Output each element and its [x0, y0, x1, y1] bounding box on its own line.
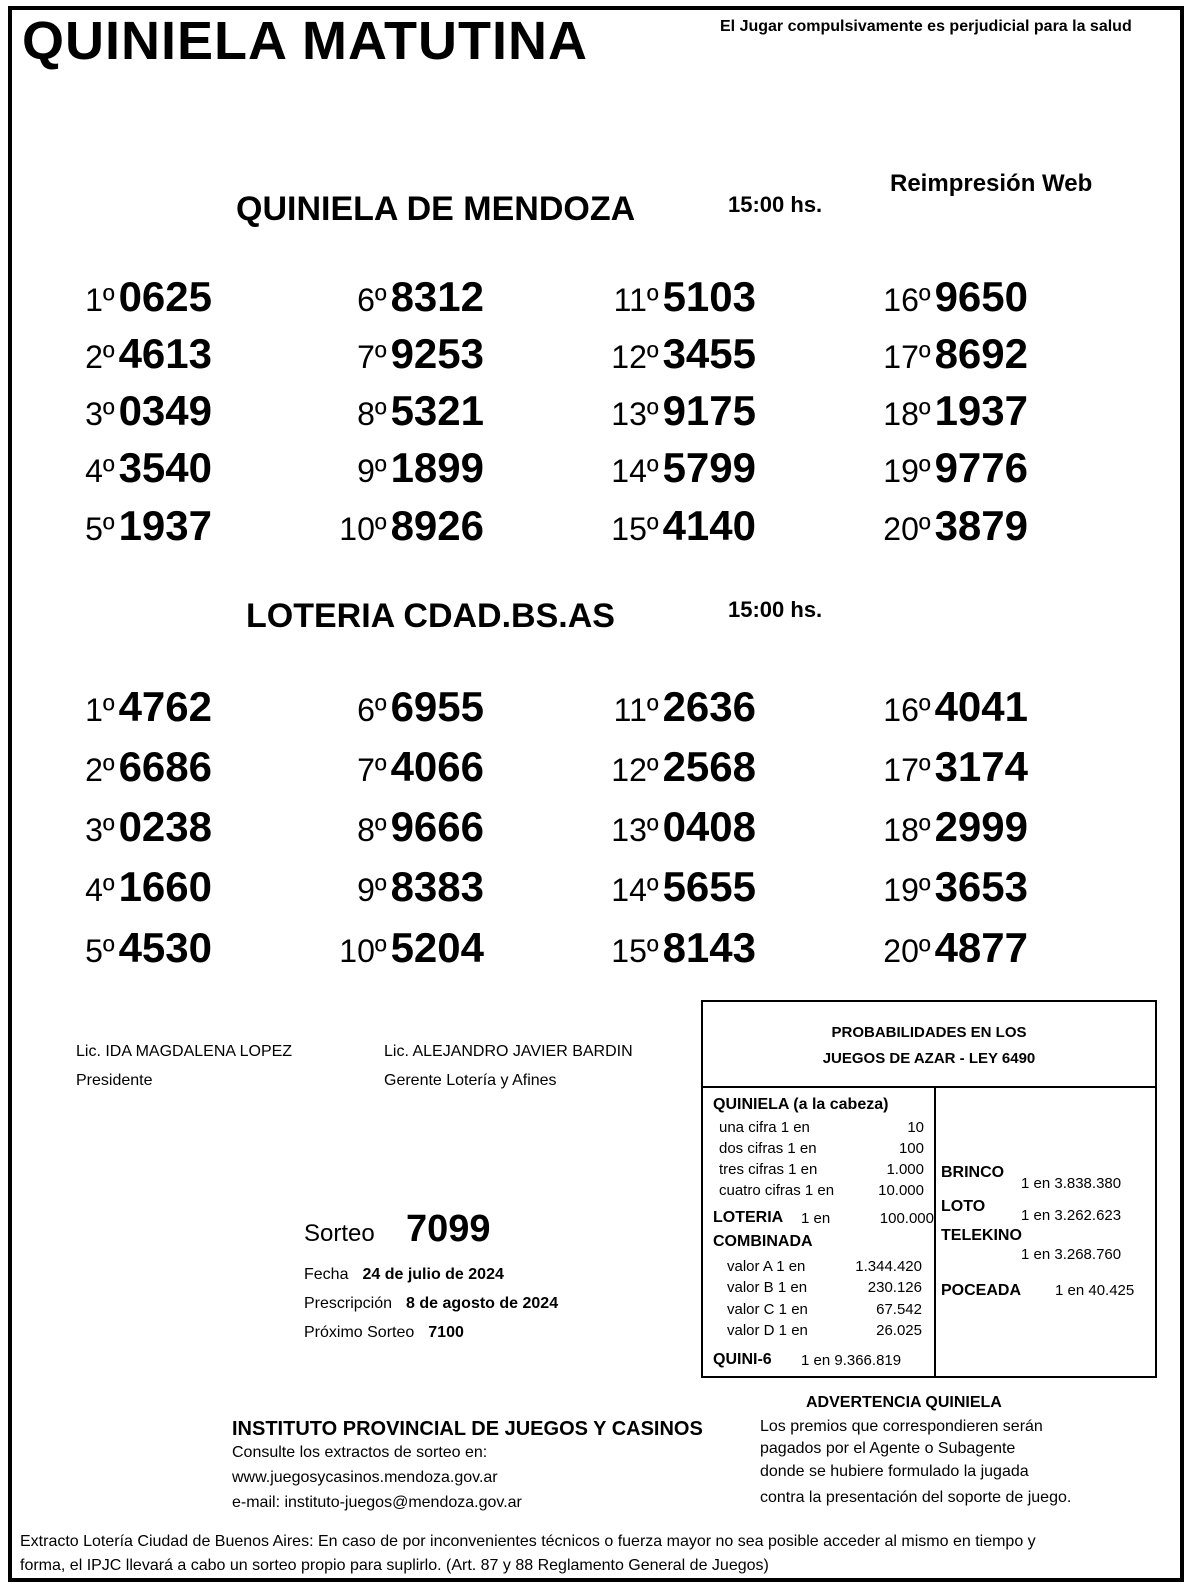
result-number: 4140: [662, 502, 756, 549]
result-number: 4530: [118, 924, 212, 971]
result-entry: [883, 330, 1028, 378]
advertencia-line: donde se hubiere formulado la jugada: [760, 1463, 1029, 1480]
result-entry: [611, 863, 756, 911]
result-entry: [85, 924, 212, 972]
result-entry: [357, 273, 484, 321]
result-entry: [339, 924, 484, 972]
result-number: 9776: [934, 444, 1028, 491]
quiniela-odds-label: dos cifras 1 en: [719, 1140, 817, 1157]
result-position: 5º: [85, 933, 115, 969]
result-entry: [611, 743, 756, 791]
result-number: 0349: [118, 387, 212, 434]
quiniela-odds-value: 10.000: [878, 1182, 924, 1199]
result-entry: [611, 330, 756, 378]
result-number: 8383: [390, 863, 484, 910]
quiniela-odds-label: tres cifras 1 en: [719, 1161, 818, 1178]
probabilities-box: [701, 1000, 1157, 1378]
result-number: 9666: [390, 803, 484, 850]
result-entry: [883, 803, 1028, 851]
result-entry: [85, 330, 212, 378]
proximo-label: Próximo Sorteo: [304, 1324, 415, 1341]
result-entry: [85, 502, 212, 550]
loto-odds-label: LOTO: [941, 1198, 986, 1215]
combinada-odds-label: valor C 1 en: [727, 1301, 808, 1318]
institute-website: www.juegosycasinos.mendoza.gov.ar: [232, 1469, 498, 1486]
result-position: 2º: [85, 339, 115, 375]
quiniela-odds-title: QUINIELA (a la cabeza): [713, 1096, 889, 1113]
advertencia-title: ADVERTENCIA QUINIELA: [806, 1394, 1002, 1411]
result-position: 3º: [85, 812, 115, 848]
result-number: 8692: [934, 330, 1028, 377]
result-number: 5103: [662, 273, 756, 320]
combinada-odds-label: valor B 1 en: [727, 1279, 808, 1296]
prescripcion-value: 8 de agosto de 2024: [406, 1295, 559, 1312]
result-position: 10º: [339, 511, 387, 547]
result-entry: [339, 502, 484, 550]
footnote-line2: forma, el IPJC llevará a cabo un sorteo propio para suplirlo. (Art. 87 y 88 Reglamento General de Juegos): [20, 1557, 769, 1574]
result-entry: [357, 743, 484, 791]
result-position: 7º: [357, 752, 387, 788]
result-entry: [85, 803, 212, 851]
result-number: 1937: [118, 502, 212, 549]
loteria-odds-label: LOTERIA: [713, 1209, 784, 1226]
probabilities-header: [703, 1002, 1155, 1088]
institute-line: Consulte los extractos de sorteo en:: [232, 1444, 488, 1461]
loto-odds-value: 1 en 3.262.623: [1021, 1207, 1122, 1224]
combinada-odds-title: COMBINADA: [713, 1233, 813, 1250]
poceada-odds-label: POCEADA: [941, 1282, 1022, 1299]
result-position: 10º: [339, 933, 387, 969]
sorteo-number: 7099: [406, 1208, 491, 1250]
sorteo-label: Sorteo: [304, 1220, 375, 1247]
result-entry: [611, 387, 756, 435]
result-number: 0238: [118, 803, 212, 850]
combinada-odds-value: 67.542: [876, 1301, 922, 1318]
result-position: 17º: [883, 752, 931, 788]
result-number: 5204: [390, 924, 484, 971]
fecha-label: Fecha: [304, 1266, 349, 1283]
result-entry: [611, 502, 756, 550]
result-entry: [614, 273, 756, 321]
result-number: 6955: [390, 683, 484, 730]
result-position: 20º: [883, 511, 931, 547]
result-number: 0625: [118, 273, 212, 320]
result-position: 15º: [611, 933, 659, 969]
result-position: 17º: [883, 339, 931, 375]
result-number: 2568: [662, 743, 756, 790]
signature-right-name: Lic. ALEJANDRO JAVIER BARDIN: [384, 1043, 633, 1060]
result-number: 6686: [118, 743, 212, 790]
quiniela-odds-value: 100: [898, 1140, 924, 1157]
result-number: 4041: [934, 683, 1028, 730]
probabilities-title-line2: JUEGOS DE AZAR - LEY 6490: [822, 1050, 1036, 1067]
quiniela-odds-value: 1.000: [886, 1161, 924, 1178]
section-title-mendoza: QUINIELA DE MENDOZA: [236, 190, 636, 228]
result-position: 8º: [357, 396, 387, 432]
result-position: 7º: [357, 339, 387, 375]
section-title-buenosaires: LOTERIA CDAD.BS.AS: [246, 597, 615, 635]
result-entry: [883, 683, 1028, 731]
result-position: 2º: [85, 752, 115, 788]
result-entry: [614, 683, 756, 731]
result-position: 19º: [883, 872, 931, 908]
result-entry: [611, 444, 756, 492]
result-number: 9650: [934, 273, 1028, 320]
proximo-row: [304, 1324, 464, 1342]
result-number: 8926: [390, 502, 484, 549]
probabilities-left-column: [703, 1088, 936, 1376]
result-position: 16º: [883, 692, 931, 728]
result-number: 4762: [118, 683, 212, 730]
quini6-odds-label: QUINI-6: [713, 1351, 772, 1368]
result-entry: [85, 387, 212, 435]
result-entry: [883, 924, 1028, 972]
result-entry: [85, 444, 212, 492]
result-number: 1937: [934, 387, 1028, 434]
result-number: 2636: [662, 683, 756, 730]
result-position: 19º: [883, 453, 931, 489]
result-entry: [883, 273, 1028, 321]
fecha-row: [304, 1266, 504, 1284]
result-position: 3º: [85, 396, 115, 432]
result-position: 13º: [611, 812, 659, 848]
brinco-odds-label: BRINCO: [941, 1164, 1005, 1181]
advertencia-line: contra la presentación del soporte de juego.: [760, 1489, 1072, 1506]
result-number: 4066: [390, 743, 484, 790]
result-entry: [883, 387, 1028, 435]
result-entry: [357, 863, 484, 911]
result-entry: [357, 444, 484, 492]
result-entry: [883, 444, 1028, 492]
result-number: 1899: [390, 444, 484, 491]
combinada-odds-label: valor A 1 en: [727, 1258, 806, 1275]
result-position: 12º: [611, 752, 659, 788]
loteria-odds-text: 1 en: [801, 1210, 831, 1227]
result-position: 4º: [85, 872, 115, 908]
section-time-buenosaires: 15:00 hs.: [728, 597, 823, 622]
result-number: 3540: [118, 444, 212, 491]
result-position: 18º: [883, 396, 931, 432]
footnote-line1: Extracto Lotería Ciudad de Buenos Aires: En caso de por inconvenientes técnicos o fuerza mayor no sea posible acceder al mismo en tiempo y: [20, 1533, 1036, 1550]
result-entry: [357, 387, 484, 435]
result-entry: [85, 683, 212, 731]
fecha-value: 24 de julio de 2024: [362, 1266, 504, 1283]
result-position: 6º: [357, 692, 387, 728]
result-entry: [883, 863, 1028, 911]
result-number: 3174: [934, 743, 1028, 790]
advertencia-line: pagados por el Agente o Subagente: [760, 1440, 1016, 1457]
institute-title: INSTITUTO PROVINCIAL DE JUEGOS Y CASINOS: [232, 1418, 703, 1440]
result-position: 13º: [611, 396, 659, 432]
signature-left-name: Lic. IDA MAGDALENA LOPEZ: [76, 1043, 293, 1060]
result-entry: [357, 683, 484, 731]
result-number: 8143: [662, 924, 756, 971]
quiniela-odds-value: 10: [907, 1119, 924, 1136]
result-position: 15º: [611, 511, 659, 547]
combinada-odds-label: valor D 1 en: [727, 1322, 808, 1339]
signature-left-role: Presidente: [76, 1072, 153, 1089]
combinada-odds-value: 1.344.420: [855, 1258, 922, 1275]
health-warning: El Jugar compulsivamente es perjudicial para la salud: [720, 18, 1132, 35]
brinco-odds-value: 1 en 3.838.380: [1021, 1175, 1122, 1192]
result-position: 11º: [613, 692, 659, 728]
loteria-odds-value: 100.000: [879, 1210, 934, 1227]
result-entry: [611, 803, 756, 851]
result-position: 9º: [357, 872, 387, 908]
result-number: 3879: [934, 502, 1028, 549]
result-position: 4º: [85, 453, 115, 489]
reprint-label: Reimpresión Web: [890, 170, 1093, 197]
result-position: 11º: [613, 282, 659, 318]
quini6-odds-value: 1 en 9.366.819: [801, 1352, 902, 1369]
prescripcion-label: Prescripción: [304, 1295, 393, 1312]
result-entry: [85, 273, 212, 321]
result-position: 5º: [85, 511, 115, 547]
result-entry: [611, 924, 756, 972]
page-title: QUINIELA MATUTINA: [22, 11, 588, 71]
probabilities-title-line1: PROBABILIDADES EN LOS: [831, 1024, 1027, 1041]
quiniela-odds-label: cuatro cifras 1 en: [719, 1182, 835, 1199]
result-position: 8º: [357, 812, 387, 848]
poceada-odds-value: 1 en 40.425: [1055, 1282, 1135, 1299]
signature-right-role: Gerente Lotería y Afines: [384, 1072, 557, 1089]
result-number: 5321: [390, 387, 484, 434]
result-entry: [883, 743, 1028, 791]
result-position: 14º: [611, 872, 659, 908]
result-number: 3653: [934, 863, 1028, 910]
result-position: 18º: [883, 812, 931, 848]
advertencia-line: Los premios que correspondieren serán: [760, 1418, 1043, 1435]
result-entry: [357, 803, 484, 851]
result-number: 8312: [390, 273, 484, 320]
result-position: 14º: [611, 453, 659, 489]
result-number: 5655: [662, 863, 756, 910]
result-position: 1º: [85, 282, 115, 318]
institute-email: e-mail: instituto-juegos@mendoza.gov.ar: [232, 1494, 522, 1511]
result-position: 6º: [357, 282, 387, 318]
combinada-odds-value: 230.126: [867, 1279, 922, 1296]
result-number: 0408: [662, 803, 756, 850]
combinada-odds-value: 26.025: [876, 1322, 922, 1339]
result-position: 16º: [883, 282, 931, 318]
result-number: 1660: [118, 863, 212, 910]
result-number: 5799: [662, 444, 756, 491]
result-entry: [85, 863, 212, 911]
result-entry: [883, 502, 1028, 550]
telekino-odds-value: 1 en 3.268.760: [1021, 1246, 1122, 1263]
telekino-odds-label: TELEKINO: [941, 1227, 1022, 1244]
quiniela-odds-label: una cifra 1 en: [719, 1119, 810, 1136]
result-position: 20º: [883, 933, 931, 969]
result-number: 4877: [934, 924, 1028, 971]
result-position: 9º: [357, 453, 387, 489]
section-time-mendoza: 15:00 hs.: [728, 192, 823, 217]
prescripcion-row: [304, 1295, 558, 1313]
result-number: 9175: [662, 387, 756, 434]
result-number: 2999: [934, 803, 1028, 850]
result-position: 12º: [611, 339, 659, 375]
proximo-value: 7100: [428, 1324, 464, 1341]
result-number: 4613: [118, 330, 212, 377]
result-number: 3455: [662, 330, 756, 377]
result-number: 9253: [390, 330, 484, 377]
result-entry: [357, 330, 484, 378]
result-position: 1º: [85, 692, 115, 728]
result-entry: [85, 743, 212, 791]
